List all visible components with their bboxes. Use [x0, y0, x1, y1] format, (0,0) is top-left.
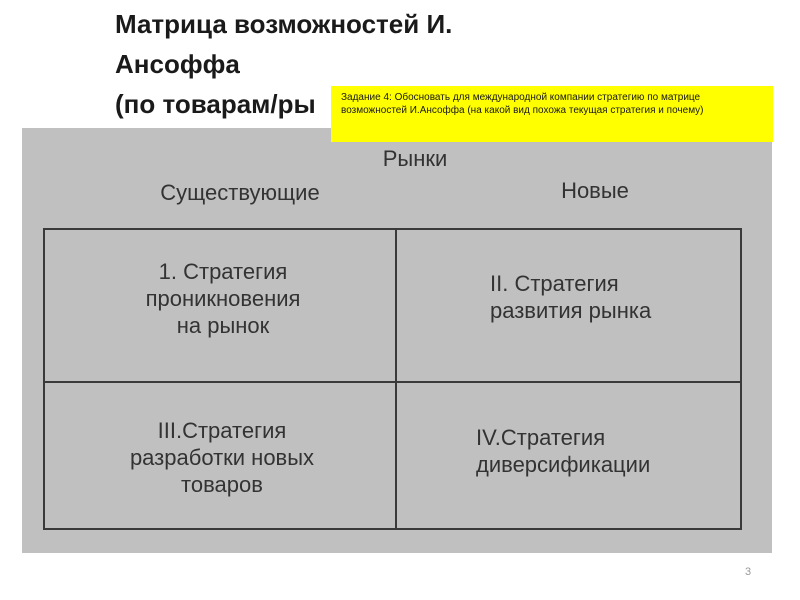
title-line-3: (по товарам/ры: [115, 89, 316, 119]
cell-line: диверсификации: [476, 452, 651, 477]
cell-product-development: [102, 417, 342, 498]
cell-line: разработки новых: [129, 445, 315, 470]
title-line-2: Ансоффа: [115, 49, 240, 79]
cell-line: на рынок: [176, 313, 270, 338]
cell-diversification: [476, 424, 716, 478]
cell-market-penetration: [113, 258, 333, 339]
cell-line: IV.Стратегия: [476, 425, 606, 450]
markets-label: Рынки: [382, 146, 448, 171]
cell-line: 1. Стратегия: [158, 259, 288, 284]
matrix-vertical-divider: [395, 230, 397, 528]
cell-line: II. Стратегия: [490, 271, 619, 296]
page-number: 3: [744, 566, 752, 578]
cell-line: развития рынка: [490, 298, 652, 323]
task-note: Задание 4: Обосновать для международной компании стратегию по матрице возможностей И.Ансоффа (на какой вид похожа текущая стратегия и почему): [331, 86, 773, 142]
cell-line: проникновения: [145, 286, 301, 311]
matrix-horizontal-divider: [45, 381, 740, 383]
column-header-new: Новые: [561, 178, 629, 203]
title-line-1: Матрица возможностей И.: [115, 9, 453, 39]
column-header-existing: Существующие: [160, 180, 320, 205]
cell-line: товаров: [181, 472, 263, 497]
cell-market-development: [490, 270, 710, 324]
cell-line: III.Стратегия: [157, 418, 287, 443]
